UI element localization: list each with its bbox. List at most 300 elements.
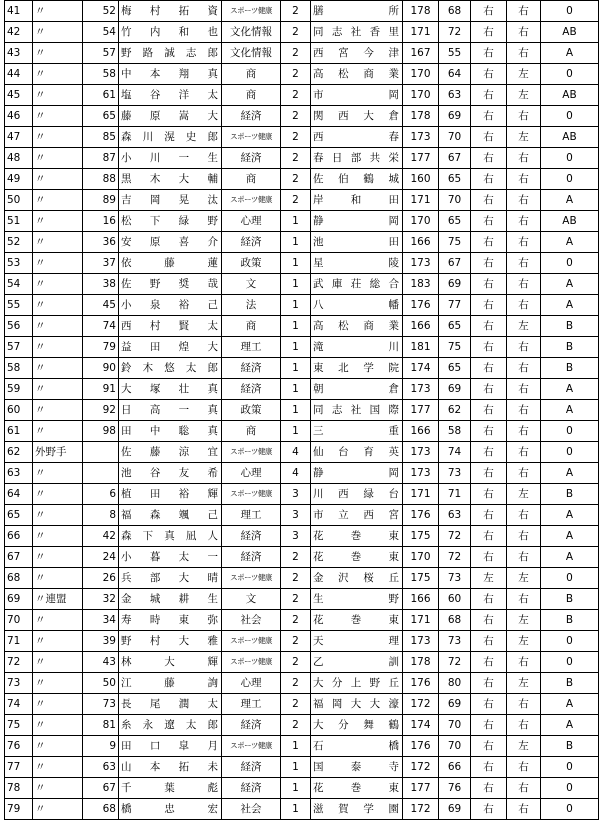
table-row bbox=[5, 463, 599, 484]
position-cell: 〃 bbox=[33, 778, 83, 799]
school-year-cell: 4 bbox=[281, 442, 311, 463]
player-name-cell: 長尾潤太 bbox=[119, 694, 222, 715]
batting-hand-cell: 右 bbox=[507, 589, 541, 610]
uniform-number-cell: 73 bbox=[83, 694, 119, 715]
high-school-cell: 滋賀学園 bbox=[311, 799, 403, 820]
weight-cell: 72 bbox=[439, 526, 471, 547]
school-year-cell: 1 bbox=[281, 778, 311, 799]
player-name-cell: 田中聡真 bbox=[119, 421, 222, 442]
player-name-cell: 森川滉史郎 bbox=[119, 127, 222, 148]
height-cell: 175 bbox=[403, 568, 439, 589]
table-row bbox=[5, 673, 599, 694]
faculty-cell: スポーツ健康 bbox=[222, 631, 281, 652]
school-year-cell: 1 bbox=[281, 274, 311, 295]
row-number-cell: 68 bbox=[5, 568, 33, 589]
throwing-hand-cell: 右 bbox=[471, 379, 507, 400]
batting-hand-cell: 右 bbox=[507, 421, 541, 442]
faculty-cell: スポーツ健康 bbox=[222, 1, 281, 22]
uniform-number-cell: 26 bbox=[83, 568, 119, 589]
row-number-cell: 42 bbox=[5, 22, 33, 43]
row-number-cell: 75 bbox=[5, 715, 33, 736]
height-cell: 160 bbox=[403, 169, 439, 190]
blood-type-cell: A bbox=[541, 526, 599, 547]
height-cell: 171 bbox=[403, 22, 439, 43]
position-cell: 〃 bbox=[33, 85, 83, 106]
row-number-cell: 48 bbox=[5, 148, 33, 169]
row-number-cell: 61 bbox=[5, 421, 33, 442]
position-cell: 〃 bbox=[33, 799, 83, 820]
faculty-cell: 心理 bbox=[222, 463, 281, 484]
height-cell: 174 bbox=[403, 358, 439, 379]
table-row bbox=[5, 442, 599, 463]
faculty-cell: 経済 bbox=[222, 232, 281, 253]
school-year-cell: 1 bbox=[281, 757, 311, 778]
row-number-cell: 74 bbox=[5, 694, 33, 715]
high-school-cell: 福岡大大濠 bbox=[311, 694, 403, 715]
player-name-cell: 日高一真 bbox=[119, 400, 222, 421]
batting-hand-cell: 左 bbox=[507, 610, 541, 631]
row-number-cell: 60 bbox=[5, 400, 33, 421]
uniform-number-cell: 45 bbox=[83, 295, 119, 316]
weight-cell: 72 bbox=[439, 547, 471, 568]
position-cell: 〃 bbox=[33, 253, 83, 274]
school-year-cell: 2 bbox=[281, 694, 311, 715]
uniform-number-cell: 79 bbox=[83, 337, 119, 358]
table-row bbox=[5, 106, 599, 127]
player-name-cell: 野路誠志郎 bbox=[119, 43, 222, 64]
position-cell: 〃 bbox=[33, 610, 83, 631]
high-school-cell: 滝川 bbox=[311, 337, 403, 358]
faculty-cell: 理工 bbox=[222, 337, 281, 358]
row-number-cell: 63 bbox=[5, 463, 33, 484]
school-year-cell: 2 bbox=[281, 568, 311, 589]
batting-hand-cell: 右 bbox=[507, 400, 541, 421]
table-row bbox=[5, 484, 599, 505]
weight-cell: 69 bbox=[439, 379, 471, 400]
batting-hand-cell: 右 bbox=[507, 652, 541, 673]
weight-cell: 69 bbox=[439, 694, 471, 715]
faculty-cell: 文 bbox=[222, 274, 281, 295]
batting-hand-cell: 右 bbox=[507, 295, 541, 316]
player-name-cell: 佐藤涼宜 bbox=[119, 442, 222, 463]
batting-hand-cell: 右 bbox=[507, 526, 541, 547]
high-school-cell: 高松商業 bbox=[311, 64, 403, 85]
blood-type-cell: 0 bbox=[541, 1, 599, 22]
uniform-number-cell: 9 bbox=[83, 736, 119, 757]
player-name-cell: 糸永遼太郎 bbox=[119, 715, 222, 736]
height-cell: 174 bbox=[403, 715, 439, 736]
weight-cell: 70 bbox=[439, 190, 471, 211]
row-number-cell: 50 bbox=[5, 190, 33, 211]
throwing-hand-cell: 右 bbox=[471, 85, 507, 106]
uniform-number-cell: 8 bbox=[83, 505, 119, 526]
position-cell: 〃 bbox=[33, 484, 83, 505]
school-year-cell: 1 bbox=[281, 253, 311, 274]
player-name-cell: 大塚壮真 bbox=[119, 379, 222, 400]
position-cell: 〃 bbox=[33, 505, 83, 526]
player-name-cell: 佐野奨哉 bbox=[119, 274, 222, 295]
throwing-hand-cell: 右 bbox=[471, 64, 507, 85]
batting-hand-cell: 右 bbox=[507, 337, 541, 358]
throwing-hand-cell: 右 bbox=[471, 589, 507, 610]
batting-hand-cell: 右 bbox=[507, 190, 541, 211]
row-number-cell: 54 bbox=[5, 274, 33, 295]
weight-cell: 62 bbox=[439, 400, 471, 421]
row-number-cell: 49 bbox=[5, 169, 33, 190]
uniform-number-cell: 88 bbox=[83, 169, 119, 190]
high-school-cell: 川西緑台 bbox=[311, 484, 403, 505]
table-row bbox=[5, 337, 599, 358]
school-year-cell: 3 bbox=[281, 484, 311, 505]
school-year-cell: 2 bbox=[281, 85, 311, 106]
throwing-hand-cell: 右 bbox=[471, 316, 507, 337]
table-row bbox=[5, 526, 599, 547]
batting-hand-cell: 左 bbox=[507, 736, 541, 757]
blood-type-cell: AB bbox=[541, 85, 599, 106]
uniform-number-cell: 54 bbox=[83, 22, 119, 43]
uniform-number-cell: 98 bbox=[83, 421, 119, 442]
uniform-number-cell: 36 bbox=[83, 232, 119, 253]
throwing-hand-cell: 右 bbox=[471, 190, 507, 211]
position-cell: 〃 bbox=[33, 127, 83, 148]
batting-hand-cell: 右 bbox=[507, 694, 541, 715]
faculty-cell: 文 bbox=[222, 589, 281, 610]
batting-hand-cell: 右 bbox=[507, 169, 541, 190]
high-school-cell: 花巻東 bbox=[311, 526, 403, 547]
height-cell: 177 bbox=[403, 148, 439, 169]
throwing-hand-cell: 右 bbox=[471, 736, 507, 757]
table-row bbox=[5, 799, 599, 820]
table-row bbox=[5, 358, 599, 379]
height-cell: 173 bbox=[403, 442, 439, 463]
height-cell: 173 bbox=[403, 631, 439, 652]
height-cell: 176 bbox=[403, 673, 439, 694]
height-cell: 176 bbox=[403, 505, 439, 526]
blood-type-cell: 0 bbox=[541, 169, 599, 190]
school-year-cell: 2 bbox=[281, 169, 311, 190]
row-number-cell: 71 bbox=[5, 631, 33, 652]
player-name-cell: 小川一生 bbox=[119, 148, 222, 169]
weight-cell: 73 bbox=[439, 631, 471, 652]
throwing-hand-cell: 右 bbox=[471, 232, 507, 253]
high-school-cell: 静岡 bbox=[311, 211, 403, 232]
school-year-cell: 2 bbox=[281, 610, 311, 631]
weight-cell: 69 bbox=[439, 106, 471, 127]
table-row bbox=[5, 736, 599, 757]
blood-type-cell: 0 bbox=[541, 442, 599, 463]
table-row bbox=[5, 295, 599, 316]
throwing-hand-cell: 左 bbox=[471, 568, 507, 589]
faculty-cell: 商 bbox=[222, 64, 281, 85]
weight-cell: 72 bbox=[439, 652, 471, 673]
high-school-cell: 金沢桜丘 bbox=[311, 568, 403, 589]
uniform-number-cell: 38 bbox=[83, 274, 119, 295]
faculty-cell: スポーツ健康 bbox=[222, 442, 281, 463]
blood-type-cell: A bbox=[541, 715, 599, 736]
blood-type-cell: 0 bbox=[541, 778, 599, 799]
weight-cell: 75 bbox=[439, 232, 471, 253]
weight-cell: 72 bbox=[439, 22, 471, 43]
uniform-number-cell: 92 bbox=[83, 400, 119, 421]
player-name-cell: 安原喜介 bbox=[119, 232, 222, 253]
high-school-cell: 東北学院 bbox=[311, 358, 403, 379]
high-school-cell: 西春 bbox=[311, 127, 403, 148]
school-year-cell: 1 bbox=[281, 400, 311, 421]
high-school-cell: 高松商業 bbox=[311, 316, 403, 337]
throwing-hand-cell: 右 bbox=[471, 799, 507, 820]
position-cell: 〃 bbox=[33, 463, 83, 484]
table-row bbox=[5, 64, 599, 85]
throwing-hand-cell: 右 bbox=[471, 631, 507, 652]
throwing-hand-cell: 右 bbox=[471, 673, 507, 694]
position-cell: 〃 bbox=[33, 232, 83, 253]
player-name-cell: 千葉彪 bbox=[119, 778, 222, 799]
throwing-hand-cell: 右 bbox=[471, 526, 507, 547]
table-row bbox=[5, 127, 599, 148]
batting-hand-cell: 右 bbox=[507, 106, 541, 127]
player-name-cell: 池谷友希 bbox=[119, 463, 222, 484]
position-cell: 〃 bbox=[33, 295, 83, 316]
blood-type-cell: A bbox=[541, 694, 599, 715]
weight-cell: 68 bbox=[439, 610, 471, 631]
throwing-hand-cell: 右 bbox=[471, 610, 507, 631]
batting-hand-cell: 右 bbox=[507, 148, 541, 169]
table-row bbox=[5, 22, 599, 43]
blood-type-cell: A bbox=[541, 43, 599, 64]
table-row bbox=[5, 421, 599, 442]
uniform-number-cell: 61 bbox=[83, 85, 119, 106]
school-year-cell: 1 bbox=[281, 421, 311, 442]
high-school-cell: 西宮今津 bbox=[311, 43, 403, 64]
batting-hand-cell: 左 bbox=[507, 484, 541, 505]
school-year-cell: 2 bbox=[281, 148, 311, 169]
uniform-number-cell: 90 bbox=[83, 358, 119, 379]
player-name-cell: 中本翔真 bbox=[119, 64, 222, 85]
row-number-cell: 43 bbox=[5, 43, 33, 64]
faculty-cell: 文化情報 bbox=[222, 22, 281, 43]
blood-type-cell: 0 bbox=[541, 253, 599, 274]
faculty-cell: 経済 bbox=[222, 778, 281, 799]
roster-body bbox=[5, 1, 599, 820]
weight-cell: 64 bbox=[439, 64, 471, 85]
batting-hand-cell: 右 bbox=[507, 442, 541, 463]
height-cell: 178 bbox=[403, 1, 439, 22]
school-year-cell: 3 bbox=[281, 526, 311, 547]
position-cell: 〃 bbox=[33, 757, 83, 778]
table-row bbox=[5, 148, 599, 169]
faculty-cell: 心理 bbox=[222, 673, 281, 694]
blood-type-cell: A bbox=[541, 505, 599, 526]
school-year-cell: 2 bbox=[281, 1, 311, 22]
weight-cell: 80 bbox=[439, 673, 471, 694]
blood-type-cell: A bbox=[541, 295, 599, 316]
row-number-cell: 45 bbox=[5, 85, 33, 106]
row-number-cell: 41 bbox=[5, 1, 33, 22]
faculty-cell: スポーツ健康 bbox=[222, 190, 281, 211]
player-name-cell: 吉岡晃汰 bbox=[119, 190, 222, 211]
weight-cell: 70 bbox=[439, 736, 471, 757]
school-year-cell: 2 bbox=[281, 64, 311, 85]
blood-type-cell: 0 bbox=[541, 421, 599, 442]
uniform-number-cell: 16 bbox=[83, 211, 119, 232]
uniform-number-cell: 85 bbox=[83, 127, 119, 148]
position-cell: 〃 bbox=[33, 694, 83, 715]
blood-type-cell: 0 bbox=[541, 652, 599, 673]
batting-hand-cell: 右 bbox=[507, 253, 541, 274]
position-cell: 〃 bbox=[33, 568, 83, 589]
position-cell: 〃 bbox=[33, 526, 83, 547]
row-number-cell: 66 bbox=[5, 526, 33, 547]
height-cell: 181 bbox=[403, 337, 439, 358]
batting-hand-cell: 左 bbox=[507, 85, 541, 106]
uniform-number-cell: 39 bbox=[83, 631, 119, 652]
blood-type-cell: A bbox=[541, 400, 599, 421]
high-school-cell: 佐伯鶴城 bbox=[311, 169, 403, 190]
player-name-cell: 松下緑野 bbox=[119, 211, 222, 232]
throwing-hand-cell: 右 bbox=[471, 1, 507, 22]
height-cell: 167 bbox=[403, 43, 439, 64]
school-year-cell: 1 bbox=[281, 358, 311, 379]
throwing-hand-cell: 右 bbox=[471, 295, 507, 316]
player-name-cell: 寿時東弥 bbox=[119, 610, 222, 631]
height-cell: 171 bbox=[403, 484, 439, 505]
high-school-cell: 生野 bbox=[311, 589, 403, 610]
high-school-cell: 国泰寺 bbox=[311, 757, 403, 778]
uniform-number-cell: 50 bbox=[83, 673, 119, 694]
position-cell: 〃 bbox=[33, 43, 83, 64]
faculty-cell: 商 bbox=[222, 421, 281, 442]
blood-type-cell: 0 bbox=[541, 631, 599, 652]
high-school-cell: 仙台育英 bbox=[311, 442, 403, 463]
uniform-number-cell: 63 bbox=[83, 757, 119, 778]
blood-type-cell: 0 bbox=[541, 148, 599, 169]
player-name-cell: 竹内和也 bbox=[119, 22, 222, 43]
blood-type-cell: B bbox=[541, 358, 599, 379]
row-number-cell: 59 bbox=[5, 379, 33, 400]
row-number-cell: 55 bbox=[5, 295, 33, 316]
position-cell: 〃 bbox=[33, 316, 83, 337]
weight-cell: 76 bbox=[439, 778, 471, 799]
table-row bbox=[5, 43, 599, 64]
uniform-number-cell: 34 bbox=[83, 610, 119, 631]
table-row bbox=[5, 589, 599, 610]
uniform-number-cell: 57 bbox=[83, 43, 119, 64]
uniform-number-cell: 87 bbox=[83, 148, 119, 169]
height-cell: 172 bbox=[403, 799, 439, 820]
high-school-cell: 関西大倉 bbox=[311, 106, 403, 127]
uniform-number-cell: 67 bbox=[83, 778, 119, 799]
weight-cell: 68 bbox=[439, 1, 471, 22]
position-cell: 〃 bbox=[33, 736, 83, 757]
throwing-hand-cell: 右 bbox=[471, 757, 507, 778]
weight-cell: 66 bbox=[439, 757, 471, 778]
high-school-cell: 乙訓 bbox=[311, 652, 403, 673]
position-cell: 〃連盟 bbox=[33, 589, 83, 610]
throwing-hand-cell: 右 bbox=[471, 253, 507, 274]
table-row bbox=[5, 694, 599, 715]
height-cell: 178 bbox=[403, 652, 439, 673]
blood-type-cell: B bbox=[541, 589, 599, 610]
batting-hand-cell: 右 bbox=[507, 757, 541, 778]
height-cell: 176 bbox=[403, 736, 439, 757]
school-year-cell: 1 bbox=[281, 232, 311, 253]
throwing-hand-cell: 右 bbox=[471, 169, 507, 190]
faculty-cell: 政策 bbox=[222, 400, 281, 421]
row-number-cell: 79 bbox=[5, 799, 33, 820]
school-year-cell: 2 bbox=[281, 715, 311, 736]
uniform-number-cell: 32 bbox=[83, 589, 119, 610]
high-school-cell: 天理 bbox=[311, 631, 403, 652]
uniform-number-cell: 58 bbox=[83, 64, 119, 85]
player-name-cell: 梅村拓資 bbox=[119, 1, 222, 22]
weight-cell: 67 bbox=[439, 253, 471, 274]
weight-cell: 70 bbox=[439, 127, 471, 148]
faculty-cell: 経済 bbox=[222, 358, 281, 379]
high-school-cell: 池田 bbox=[311, 232, 403, 253]
school-year-cell: 1 bbox=[281, 295, 311, 316]
throwing-hand-cell: 右 bbox=[471, 358, 507, 379]
height-cell: 170 bbox=[403, 85, 439, 106]
weight-cell: 65 bbox=[439, 211, 471, 232]
school-year-cell: 4 bbox=[281, 463, 311, 484]
position-cell: 〃 bbox=[33, 64, 83, 85]
position-cell: 〃 bbox=[33, 631, 83, 652]
high-school-cell: 市立西宮 bbox=[311, 505, 403, 526]
player-name-cell: 鈴木悠太郎 bbox=[119, 358, 222, 379]
weight-cell: 65 bbox=[439, 169, 471, 190]
height-cell: 173 bbox=[403, 253, 439, 274]
row-number-cell: 51 bbox=[5, 211, 33, 232]
player-name-cell: 小暮太一 bbox=[119, 547, 222, 568]
batting-hand-cell: 右 bbox=[507, 799, 541, 820]
blood-type-cell: B bbox=[541, 736, 599, 757]
school-year-cell: 1 bbox=[281, 337, 311, 358]
faculty-cell: スポーツ健康 bbox=[222, 568, 281, 589]
batting-hand-cell: 左 bbox=[507, 127, 541, 148]
throwing-hand-cell: 右 bbox=[471, 274, 507, 295]
high-school-cell: 大分上野丘 bbox=[311, 673, 403, 694]
throwing-hand-cell: 右 bbox=[471, 106, 507, 127]
table-row bbox=[5, 778, 599, 799]
weight-cell: 70 bbox=[439, 715, 471, 736]
table-row bbox=[5, 253, 599, 274]
high-school-cell: 武庫荘総合 bbox=[311, 274, 403, 295]
roster-table bbox=[4, 0, 599, 820]
batting-hand-cell: 右 bbox=[507, 547, 541, 568]
player-name-cell: 黒木大輔 bbox=[119, 169, 222, 190]
table-row bbox=[5, 316, 599, 337]
school-year-cell: 2 bbox=[281, 106, 311, 127]
throwing-hand-cell: 右 bbox=[471, 484, 507, 505]
position-cell: 〃 bbox=[33, 211, 83, 232]
batting-hand-cell: 右 bbox=[507, 505, 541, 526]
throwing-hand-cell: 右 bbox=[471, 463, 507, 484]
blood-type-cell: AB bbox=[541, 127, 599, 148]
row-number-cell: 56 bbox=[5, 316, 33, 337]
weight-cell: 67 bbox=[439, 148, 471, 169]
weight-cell: 63 bbox=[439, 85, 471, 106]
high-school-cell: 市岡 bbox=[311, 85, 403, 106]
position-cell: 〃 bbox=[33, 421, 83, 442]
player-name-cell: 野村大雅 bbox=[119, 631, 222, 652]
blood-type-cell: A bbox=[541, 379, 599, 400]
height-cell: 173 bbox=[403, 463, 439, 484]
throwing-hand-cell: 右 bbox=[471, 505, 507, 526]
blood-type-cell: 0 bbox=[541, 757, 599, 778]
school-year-cell: 1 bbox=[281, 736, 311, 757]
blood-type-cell: A bbox=[541, 232, 599, 253]
school-year-cell: 2 bbox=[281, 589, 311, 610]
